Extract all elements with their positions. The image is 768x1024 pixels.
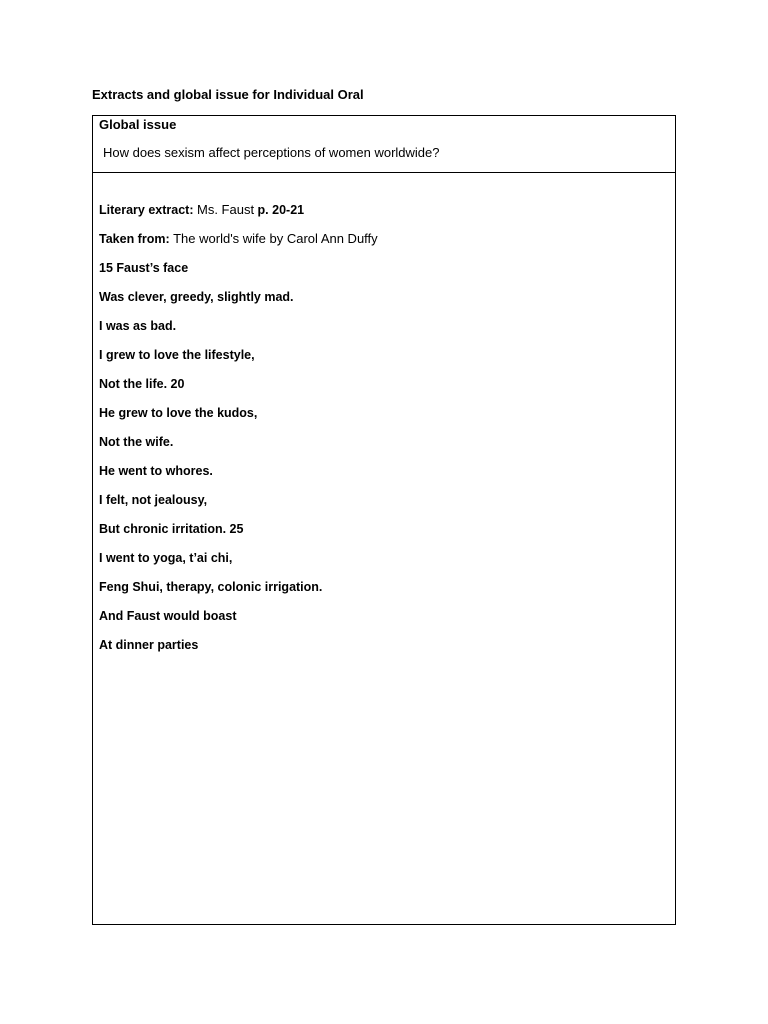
poem-line: I was as bad. (99, 319, 177, 333)
source-label: Taken from: (99, 232, 170, 246)
poem-line: He went to whores. (99, 464, 213, 478)
poem-line: But chronic irritation. 25 (99, 522, 244, 536)
poem-line: Not the life. 20 (99, 377, 185, 391)
literary-extract-row (99, 202, 304, 218)
document-title: Extracts and global issue for Individual Oral (92, 87, 364, 102)
poem-line: Feng Shui, therapy, colonic irrigation. (99, 580, 323, 594)
extract-table (92, 115, 676, 925)
poem-line: 15 Faust’s face (99, 261, 189, 275)
global-issue-cell (93, 116, 675, 173)
poem-line: Was clever, greedy, slightly mad. (99, 290, 294, 304)
global-issue-heading: Global issue (99, 117, 177, 132)
source-row (99, 231, 378, 247)
literary-extract-label: Literary extract: (99, 203, 194, 217)
extract-cell (93, 173, 675, 924)
literary-extract-title: Ms. Faust (196, 202, 255, 217)
poem-line: And Faust would boast (99, 609, 237, 623)
poem-line: I felt, not jealousy, (99, 493, 208, 507)
poem-line: I went to yoga, t’ai chi, (99, 551, 233, 565)
source-value: The world's wife by Carol Ann Duffy (173, 231, 378, 246)
global-issue-question: How does sexism affect perceptions of women worldwide? (103, 145, 440, 160)
literary-extract-pages: p. 20-21 (257, 203, 305, 217)
poem-line: Not the wife. (99, 435, 174, 449)
poem-line: I grew to love the lifestyle, (99, 348, 255, 362)
poem-line: At dinner parties (99, 638, 199, 652)
poem-line: He grew to love the kudos, (99, 406, 258, 420)
